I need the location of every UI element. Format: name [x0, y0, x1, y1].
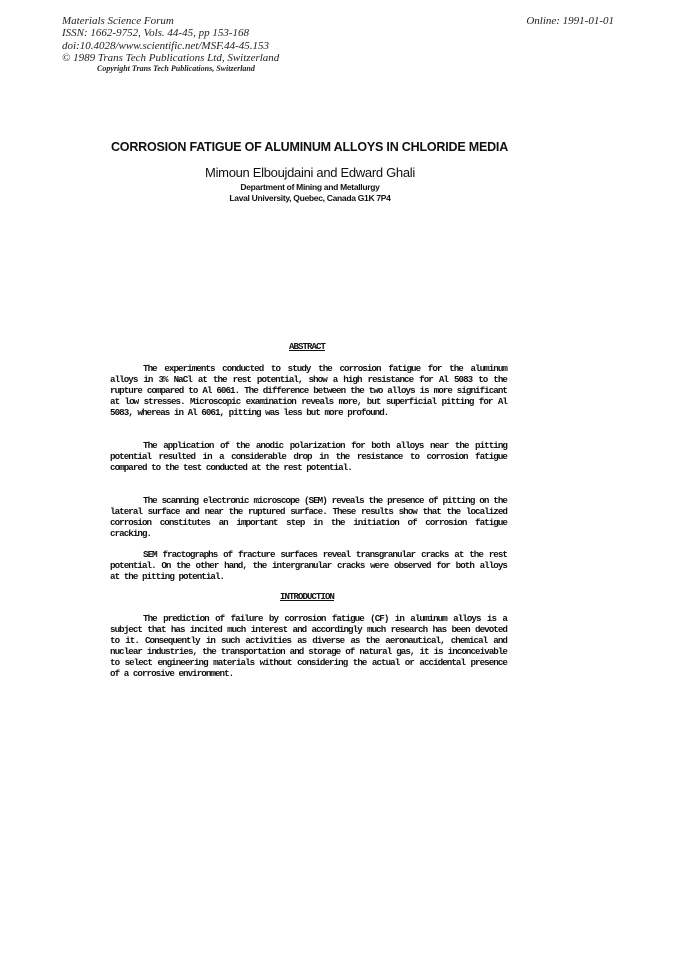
paragraph-text: The scanning electronic microscope (SEM) reveals the presence of pitting on the lateral surface and near the ruptured surface. These results show that the localized corrosion constitutes an important step in the initiation of corrosion fatigue cracking. [110, 495, 507, 540]
abstract-paragraph-4 [110, 549, 507, 582]
citation-block [62, 15, 279, 65]
affiliation-department: Department of Mining and Metallurgy [240, 182, 380, 192]
abstract-heading: ABSTRACT [288, 342, 325, 352]
copyright-notice: Copyright Trans Tech Publications, Switzerland [97, 64, 255, 73]
introduction-heading: INTRODUCTION [279, 592, 334, 602]
issn-line: ISSN: 1662-9752, Vols. 44-45, pp 153-168 [62, 27, 249, 40]
paper-authors: Mimoun Elboujdaini and Edward Ghali [205, 165, 415, 180]
paper-title: CORROSION FATIGUE OF ALUMINUM ALLOYS IN CHLORIDE MEDIA [110, 140, 509, 154]
introduction-paragraph-1 [110, 613, 507, 680]
abstract-paragraph-2 [110, 440, 507, 473]
paragraph-text: The application of the anodic polarization for both alloys near the pitting potential resulted in a considerable drop in the resistance to corrosion fatigue compared to the test conducted at the rest potential. [110, 440, 507, 474]
journal-name: Materials Science Forum [62, 15, 174, 27]
online-date: Online: 1991-01-01 [526, 15, 614, 27]
copyright-line: © 1989 Trans Tech Publications Ltd, Switzerland [62, 52, 280, 65]
paragraph-text: SEM fractographs of fracture surfaces reveal transgranular cracks at the rest potential. On the other hand, the intergranular cracks were observed for both alloys at the pitting potential. [110, 549, 507, 583]
paragraph-text: The experiments conducted to study the corrosion fatigue for the aluminum alloys in 3% NaCl at the rest potential, show a high resistance for Al 5083 to the rupture compared to Al 6061. The difference between the two alloys is more significant at low stresses. Microscopic examination reveals more, but superficial pitting for Al 5083, whereas in Al 6061, pitting was less but more profound. [110, 363, 507, 419]
paragraph-text: The prediction of failure by corrosion fatigue (CF) in aluminum alloys is a subject that has incited much interest and accordingly much research has been devoted to it. Consequently in such activities as diverse as the aeronautical, chemical and nuclear industries, the transportation and storage of natural gas, it is inconceivable to select engineering materials without considering the actual or accidental presence of a corrosive environment. [110, 613, 507, 680]
abstract-paragraph-3 [110, 495, 507, 539]
doi-line: doi:10.4028/www.scientific.net/MSF.44-45.153 [62, 39, 270, 52]
affiliation-university: Laval University, Quebec, Canada G1K 7P4 [229, 193, 391, 203]
abstract-paragraph-1 [110, 363, 507, 418]
